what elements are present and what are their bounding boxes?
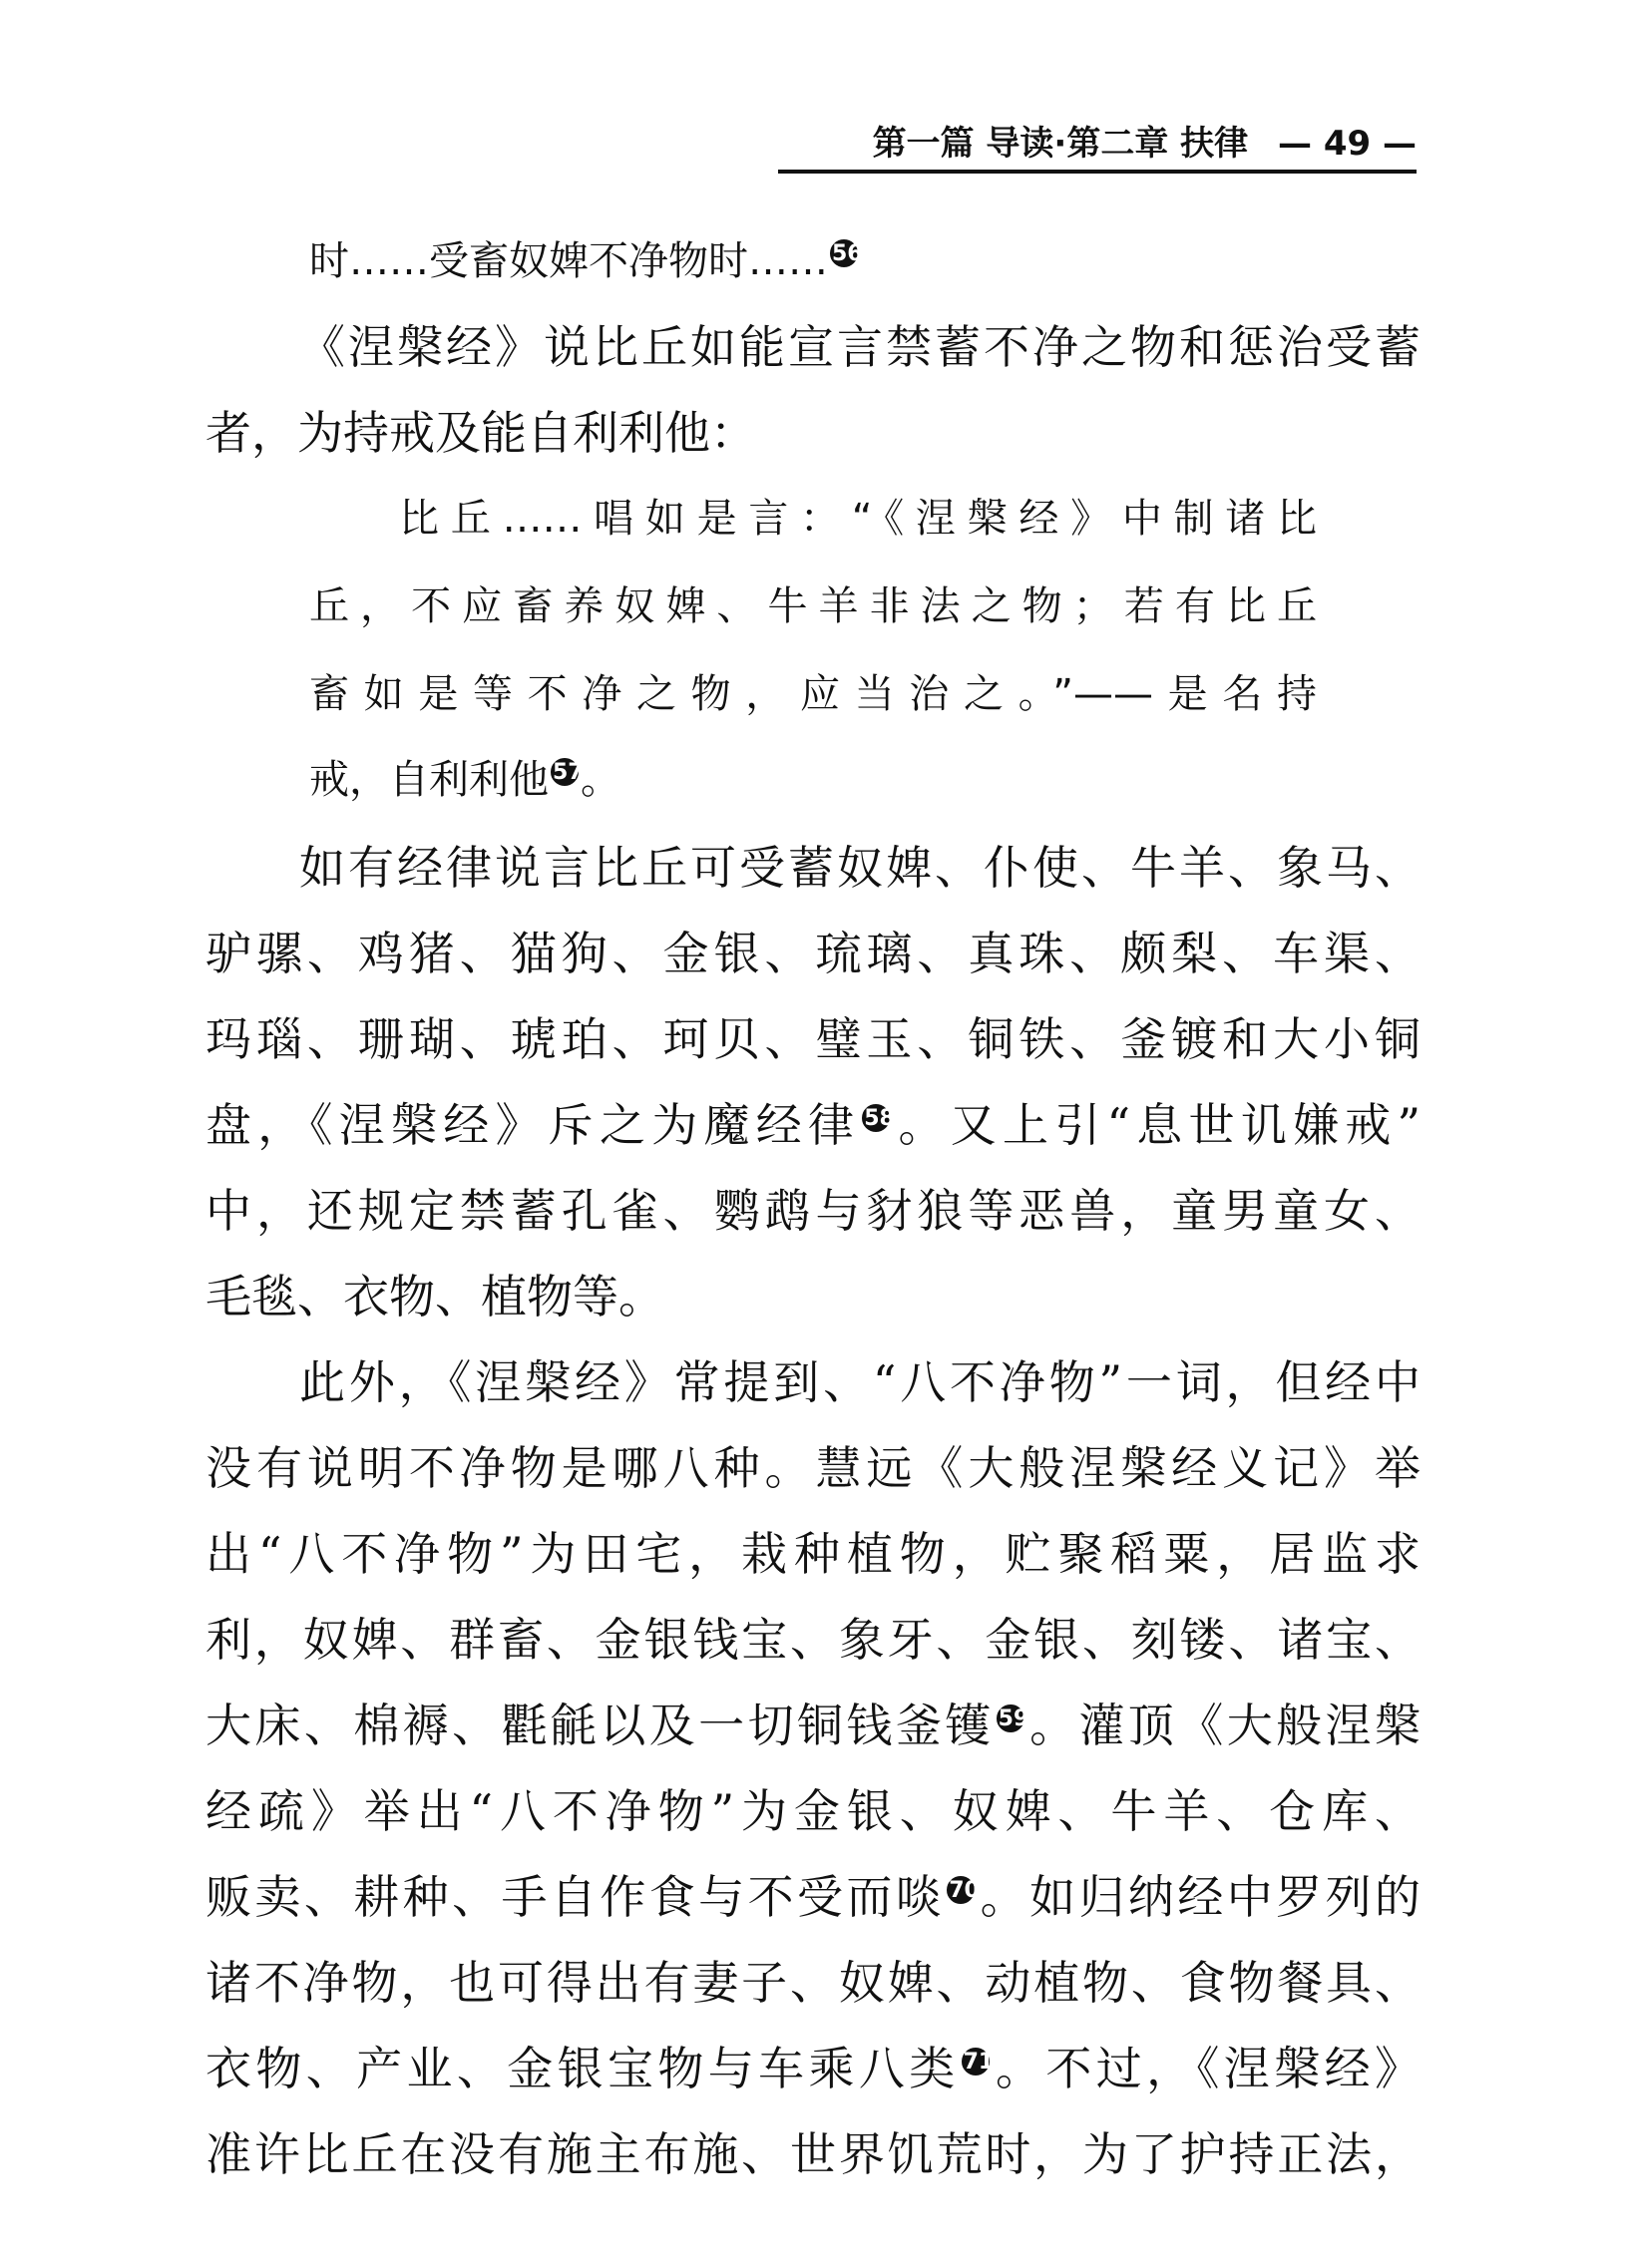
text-line <box>299 317 1421 377</box>
line-text: 没有说明不净物是哪八种。慧远《大般涅槃经义记》举 <box>205 1441 1421 1495</box>
text-line <box>309 231 1317 291</box>
page-number: — 49 — <box>1278 124 1417 164</box>
text-line <box>205 1009 1421 1069</box>
text-line <box>299 1352 1421 1412</box>
line-text: 出“八不净物”为田宅，栽种植物，贮聚稻粟，居监求 <box>205 1527 1421 1581</box>
text-line <box>205 1953 1421 2013</box>
text-line <box>205 1524 1421 1584</box>
line-text: 中，还规定禁蓄孔雀、鹦鹉与豺狼等恶兽，童男童女、 <box>205 1184 1421 1238</box>
footnote-marker[interactable]: 56 <box>832 240 863 266</box>
line-text-after-note: 。如归纳经中罗列的 <box>977 1870 1422 1924</box>
text-line <box>205 1696 1421 1755</box>
running-head <box>778 118 1417 174</box>
text-line <box>399 489 1317 549</box>
text-line <box>309 750 1317 810</box>
text-line <box>205 1867 1421 1927</box>
line-text: 戒，自利利他 <box>309 757 549 803</box>
text-line <box>309 664 1317 724</box>
line-text: 丘，不应畜养奴婢、牛羊非法之物；若有比丘 <box>309 583 1317 629</box>
text-line <box>205 1095 1421 1155</box>
line-text: 大床、棉褥、氍毹以及一切铜钱釜镬 <box>205 1699 995 1752</box>
line-text-after-note: 。灌顶《大般涅槃 <box>1025 1699 1422 1752</box>
line-text-after-note: 。不过，《涅槃经》 <box>991 2042 1421 2095</box>
line-text: 畜如是等不净之物，应当治之。”——是名持 <box>309 671 1317 717</box>
text-line <box>205 403 1421 463</box>
line-text: 准许比丘在没有施主布施、世界饥荒时，为了护持正法， <box>205 2127 1421 2181</box>
footnote-marker[interactable]: 71 <box>963 2049 995 2075</box>
footnote-marker[interactable]: 70 <box>949 1877 980 1903</box>
footnote-marker[interactable]: 57 <box>553 759 584 785</box>
line-text: 者，为持戒及能自利利他： <box>205 406 756 460</box>
line-text: 诸不净物，也可得出有妻子、奴婢、动植物、食物餐具、 <box>205 1956 1421 2010</box>
line-text: 利，奴婢、群畜、金银钱宝、象牙、金银、刻镂、诸宝、 <box>205 1613 1421 1667</box>
text-line <box>309 576 1317 636</box>
text-line <box>205 1438 1421 1498</box>
line-text: 驴骡、鸡猪、猫狗、金银、琉璃、真珠、颇梨、车渠、 <box>205 927 1421 980</box>
footnote-marker[interactable]: 59 <box>998 1705 1029 1731</box>
line-text-after-note: 。 <box>581 757 620 803</box>
text-line <box>205 2124 1421 2184</box>
text-line <box>205 1181 1421 1241</box>
text-line <box>205 1610 1421 1670</box>
line-text: 如有经律说言比丘可受蓄奴婢、仆使、牛羊、象马、 <box>299 841 1421 895</box>
line-text: 玛瑙、珊瑚、琥珀、珂贝、璧玉、铜铁、釜镀和大小铜 <box>205 1012 1421 1066</box>
running-title: 第一篇 导读·第二章 扶律 <box>872 124 1249 164</box>
line-text: 毛毯、衣物、植物等。 <box>205 1270 664 1323</box>
text-line <box>205 1781 1421 1841</box>
footnote-marker[interactable]: 58 <box>864 1105 895 1131</box>
line-text: 经疏》举出“八不净物”为金银、奴婢、牛羊、仓库、 <box>205 1784 1421 1838</box>
text-line <box>205 2039 1421 2098</box>
text-line <box>299 838 1421 898</box>
line-text: 《涅槃经》说比丘如能宣言禁蓄不净之物和惩治受蓄 <box>299 320 1421 374</box>
text-line <box>205 1267 1421 1326</box>
line-text: 比丘……唱如是言：“《涅槃经》中制诸比 <box>399 496 1317 542</box>
line-text: 此外，《涅槃经》常提到、“八不净物”一词，但经中 <box>299 1355 1421 1409</box>
line-text: 衣物、产业、金银宝物与车乘八类 <box>205 2042 960 2095</box>
text-line <box>205 924 1421 983</box>
line-text-after-note: 。又上引“息世讥嫌戒” <box>892 1098 1421 1152</box>
line-text: 时……受畜奴婢不净物时…… <box>309 238 828 284</box>
line-text: 盘，《涅槃经》斥之为魔经律 <box>205 1098 861 1152</box>
line-text: 贩卖、耕种、手自作食与不受而啖 <box>205 1870 946 1924</box>
